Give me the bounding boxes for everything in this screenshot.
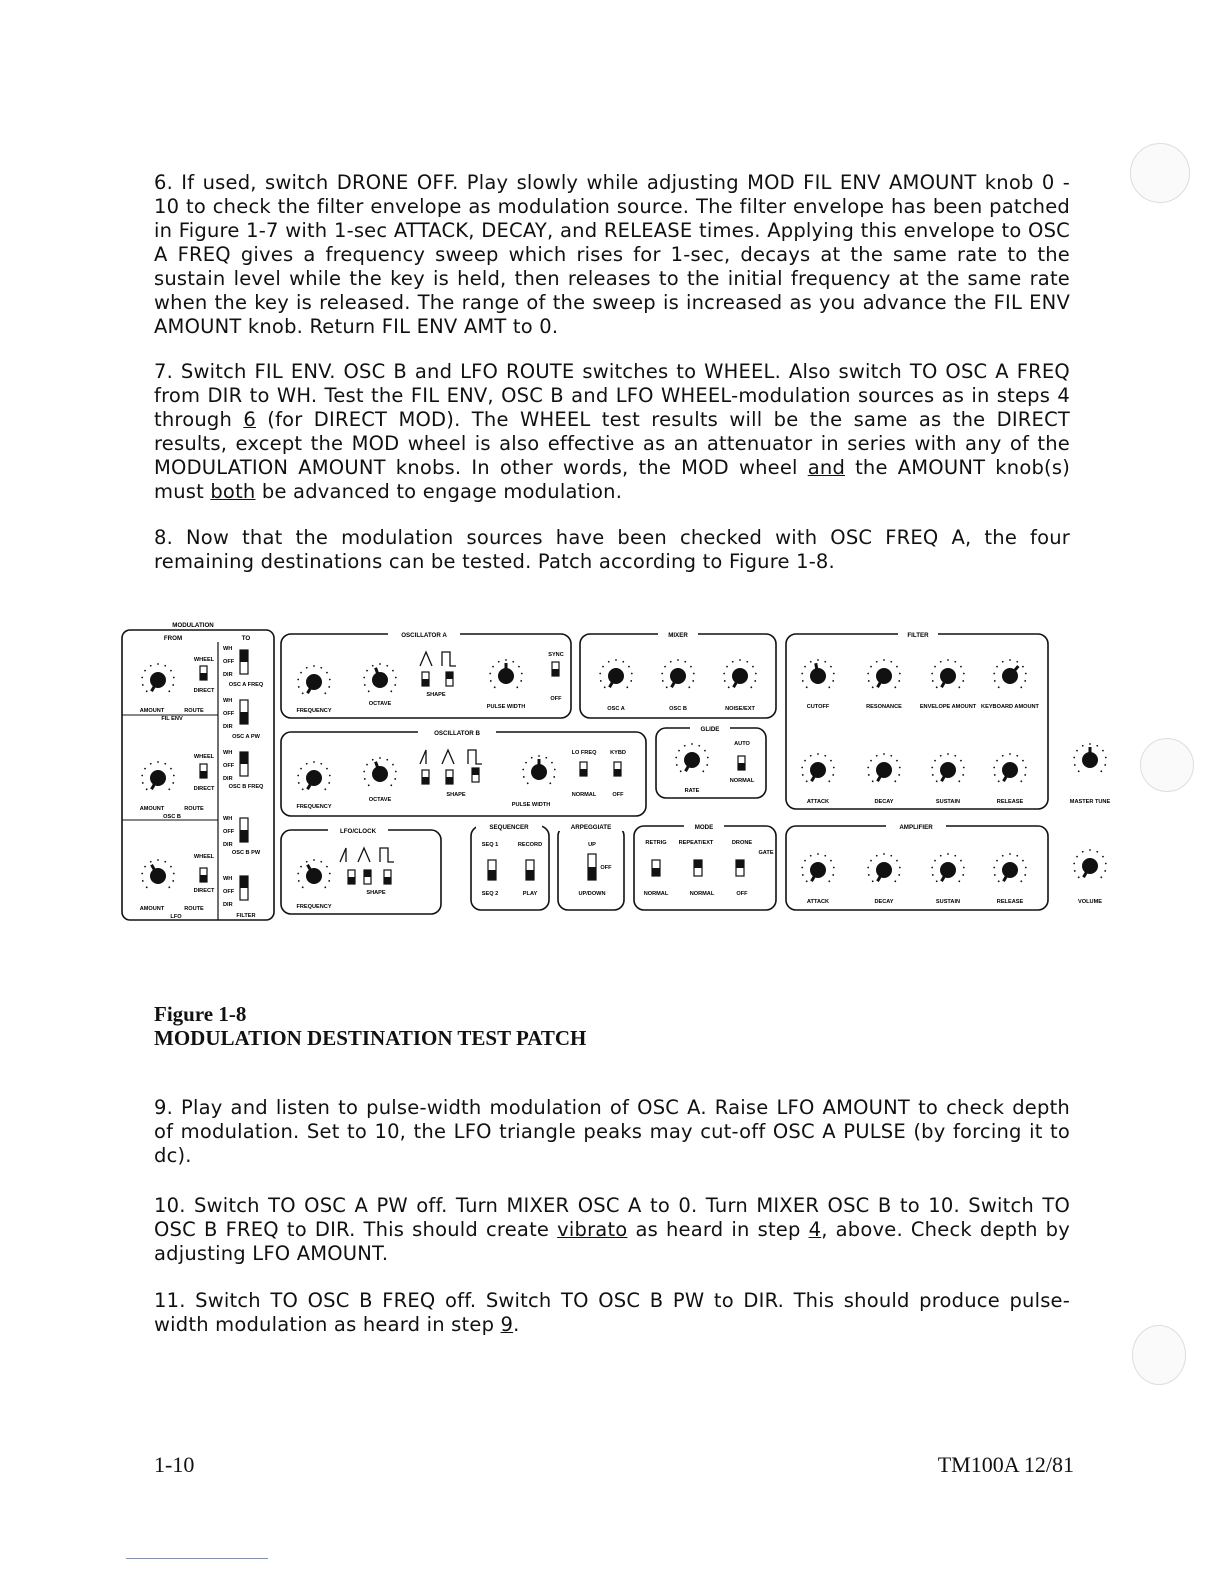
step-10-text-a: 10. Switch TO OSC A PW off. Turn MIXER OSC A to 0. Turn MIXER OSC B to 10. Switch TO OSC B FREQ to DIR. This should create [154, 1194, 1070, 1241]
to-osc-b-pw-wh-label: WH [223, 816, 233, 822]
to-osc-a-freq-dir-label: DIR [223, 672, 233, 678]
filter-header: FILTER [907, 632, 929, 639]
osc-b-direct-label: DIRECT [193, 786, 215, 792]
osc-b-source-label: OSC B [163, 814, 181, 820]
fil-env-amount-knob [141, 663, 174, 692]
osc-b-amount-knob [141, 761, 174, 790]
sequencer-header: SEQUENCER [489, 824, 529, 831]
osc-b-frequency-knob [297, 761, 330, 790]
mixer-osc-b-label: OSC B [669, 706, 687, 712]
sync-switch [552, 662, 559, 676]
fil-env-wheel-label: WHEEL [193, 657, 215, 663]
to-osc-b-freq-dir-label: DIR [223, 776, 233, 782]
arp-mode-switch [588, 854, 596, 880]
record-label: RECORD [517, 842, 543, 848]
triangle-wave-icon [442, 750, 454, 764]
lo-freq-label: LO FREQ [571, 750, 597, 756]
osc-b-route-switch [200, 764, 207, 778]
fil-env-route-label: ROUTE [184, 708, 204, 714]
lfo-shape-square-switch [384, 870, 391, 884]
modulation-header: MODULATION [172, 622, 214, 629]
to-osc-a-pw-off-label: OFF [223, 711, 235, 717]
amp-attack-label: ATTACK [806, 899, 830, 905]
filter-attack-label: ATTACK [806, 799, 830, 805]
amp-decay-knob [867, 853, 900, 882]
square-wave-icon [442, 652, 456, 666]
kybd-switch [614, 762, 621, 776]
osc-b-wheel-label: WHEEL [193, 754, 215, 760]
osc-a-shape-square-switch [446, 672, 453, 686]
to-osc-b-pw-off-label: OFF [223, 829, 235, 835]
osc-a-octave-knob [363, 663, 396, 692]
glide-header: GLIDE [700, 726, 720, 733]
filter-sustain-label: SUSTAIN [935, 799, 961, 805]
step-11-text-c: . [513, 1313, 520, 1336]
glide-rate-label: RATE [684, 788, 700, 794]
to-osc-a-pw-label: OSC A PW [232, 734, 260, 740]
lfo-wheel-label: WHEEL [193, 854, 215, 860]
figure-caption [154, 1002, 586, 1050]
step-7-underlined-both: both [210, 480, 256, 503]
to-osc-a-freq-label: OSC A FREQ [228, 682, 264, 688]
keyboard-amount-knob [993, 659, 1026, 688]
glide-auto-label: AUTO [734, 741, 750, 747]
step-7-text-c: (for DIRECT MOD). The WHEEL test results will be the same as the DIRECT results, except the MOD wheel is also effective as an attenuator in series with any of the MODULATION AMOUNT knobs. In other words, the MOD wheel [154, 408, 1071, 479]
step-11-underlined-9: 9 [500, 1313, 514, 1336]
mode-normal-2-label: NORMAL [689, 891, 715, 897]
amp-sustain-label: SUSTAIN [935, 899, 961, 905]
step-6-paragraph: 6. If used, switch DRONE OFF. Play slowly while adjusting MOD FIL ENV AMOUNT knob 0 - 10 to check the filter envelope as modulation source. The filter envelope has been patched in Figure 1-7 with 1-sec ATTACK, DECAY, and RELEASE times. Applying this envelope to OSC A FREQ gives a frequency sweep which rises for 1-sec, decays at the same rate to the sustain level while the key is held, then releases to the initial frequency at the same rate when the key is released. The range of the sweep is increased as you advance the FIL ENV AMOUNT knob. Return FIL ENV AMT to 0. [154, 171, 1070, 338]
volume-label: VOLUME [1078, 899, 1102, 905]
mode-off-label: OFF [736, 891, 748, 897]
to-osc-a-pw-dir-label: DIR [223, 724, 233, 730]
document-id: TM100A 12/81 [937, 1452, 1074, 1477]
step-7-text-g: be advanced to engage modulation. [255, 480, 623, 503]
to-osc-a-freq-off-label: OFF [223, 659, 235, 665]
modulation-box [122, 630, 274, 920]
step-8-paragraph: 8. Now that the modulation sources have been checked with OSC FREQ A, the four remaining destinations can be tested. Patch according to Figure 1-8. [154, 526, 1070, 573]
to-osc-a-pw-wh-label: WH [223, 698, 233, 704]
osc-a-pulse-width-label: PULSE WIDTH [486, 704, 526, 710]
osc-b-octave-knob [363, 757, 396, 786]
step-7-text-e: the AMOUNT knob(s) must [154, 456, 1071, 503]
osc-b-octave-label: OCTAVE [368, 797, 392, 803]
lfo-route-switch [200, 868, 207, 882]
oscillator-b-header: OSCILLATOR B [434, 730, 480, 737]
cutoff-knob [801, 659, 834, 688]
glide-rate-knob [675, 743, 708, 772]
step-9-paragraph: 9. Play and listen to pulse-width modulation of OSC A. Raise LFO AMOUNT to check depth of modulation. Set to 10, the LFO triangle peaks may cut-off OSC A PULSE (by forcing it to dc). [154, 1096, 1070, 1167]
osc-a-frequency-label: FREQUENCY [296, 708, 332, 714]
volume-knob [1073, 849, 1106, 878]
filter-release-label: RELEASE [996, 799, 1024, 805]
lo-freq-switch [580, 762, 587, 776]
step-11-text-a: 11. Switch TO OSC B FREQ off. Switch TO OSC B PW to DIR. This should produce pulse-width modulation as heard in step [154, 1289, 1070, 1336]
binder-hole-top [1130, 143, 1190, 203]
osc-a-sync-off-label: OFF [550, 696, 562, 702]
osc-a-octave-label: OCTAVE [368, 701, 392, 707]
amp-decay-label: DECAY [874, 899, 894, 905]
lfo-box [281, 830, 441, 914]
step-7-underlined-6: 6 [243, 408, 256, 431]
glide-auto-switch [738, 756, 745, 770]
binder-hole-middle [1140, 738, 1194, 792]
to-osc-b-pw-label: OSC B PW [231, 850, 261, 856]
step-7-underlined-and: and [807, 456, 846, 479]
lfo-clock-header: LFO/CLOCK [339, 828, 377, 835]
to-osc-b-freq-off-label: OFF [223, 763, 235, 769]
mixer-noise-ext-label: NOISE/EXT [725, 706, 755, 712]
retrig-switch [652, 860, 660, 876]
figure-title: MODULATION DESTINATION TEST PATCH [154, 1026, 587, 1050]
mixer-noise-knob [723, 659, 756, 688]
osc-b-pulse-width-label: PULSE WIDTH [511, 802, 551, 808]
seq-play-switch [488, 860, 496, 880]
filter-box [786, 634, 1048, 809]
arp-up-label: UP [588, 842, 596, 848]
master-tune-label: MASTER TUNE [1069, 799, 1111, 805]
to-filter-wh-label: WH [223, 876, 233, 882]
step-7-text-a: 7. Switch FIL ENV. OSC B and LFO ROUTE switches to WHEEL. Also switch TO OSC A FREQ from DIR to WH. Test the FIL ENV, OSC B and LFO WHEEL-modulation sources as in steps 4 through [154, 360, 1070, 431]
filter-decay-label: DECAY [874, 799, 894, 805]
seq1-label: SEQ 1 [481, 842, 499, 848]
osc-a-shape-label: SHAPE [426, 692, 446, 698]
filter-release-knob [993, 753, 1026, 782]
arp-off-label: OFF [600, 865, 612, 871]
kybd-label: KYBD [610, 750, 626, 756]
step-10-paragraph [154, 1194, 1070, 1266]
lfo-amount-knob [141, 859, 174, 888]
filter-sustain-knob [931, 753, 964, 782]
glide-box [656, 728, 766, 798]
lfo-shape-tri-switch [364, 870, 371, 884]
step-10-underlined-4: 4 [808, 1218, 822, 1241]
mixer-osc-a-knob [599, 659, 632, 688]
repeat-ext-label: REPEAT/EXT [678, 840, 714, 846]
from-header: FROM [163, 635, 183, 642]
to-osc-a-pw-switch [240, 700, 248, 724]
amp-sustain-knob [931, 853, 964, 882]
fil-env-amount-label: AMOUNT [139, 708, 165, 714]
to-osc-b-freq-wh-label: WH [223, 750, 233, 756]
to-osc-b-pw-dir-label: DIR [223, 842, 233, 848]
osc-b-amount-label: AMOUNT [139, 806, 165, 812]
seq2-label: SEQ 2 [481, 891, 499, 897]
drone-switch [736, 860, 744, 876]
normal-label: NORMAL [571, 792, 597, 798]
step-10-underlined-vibrato: vibrato [557, 1218, 628, 1241]
fil-env-route-switch [200, 666, 207, 680]
lfo-frequency-label: FREQUENCY [296, 904, 332, 910]
lfo-shape-saw-switch [348, 870, 355, 884]
repeat-switch [694, 860, 702, 876]
gate-label: GATE [758, 850, 774, 856]
lfo-frequency-knob [297, 859, 330, 888]
osc-a-sync-label: SYNC [548, 652, 564, 658]
cutoff-label: CUTOFF [806, 704, 830, 710]
binder-hole-bottom [1132, 1325, 1186, 1385]
triangle-wave-icon [358, 848, 370, 862]
arpeggiate-header: ARPEGGIATE [570, 824, 612, 831]
triangle-wave-icon [420, 652, 432, 666]
amp-release-knob [993, 853, 1026, 882]
kybd-off-label: OFF [612, 792, 624, 798]
lfo-source-label: LFO [170, 914, 182, 920]
scan-edge-line [126, 1558, 268, 1559]
figure-number: Figure 1-8 [154, 1002, 247, 1026]
amplifier-header: AMPLIFIER [899, 824, 933, 831]
retrig-label: RETRIG [645, 840, 667, 846]
osc-a-shape-tri-switch [422, 672, 429, 686]
fil-env-direct-label: DIRECT [193, 688, 215, 694]
lfo-direct-label: DIRECT [193, 888, 215, 894]
osc-a-frequency-knob [297, 665, 330, 694]
filter-decay-knob [867, 753, 900, 782]
resonance-label: RESONANCE [866, 704, 902, 710]
sequencer-box [471, 826, 549, 910]
saw-wave-icon [340, 848, 346, 862]
to-filter-dir-label: DIR [223, 902, 233, 908]
to-osc-b-freq-switch [240, 752, 248, 776]
to-filter-switch [240, 876, 248, 900]
square-wave-icon [468, 750, 482, 764]
drone-label: DRONE [731, 840, 753, 846]
fil-env-label: FIL ENV [161, 716, 183, 722]
square-wave-icon [380, 848, 394, 862]
oscillator-a-header: OSCILLATOR A [401, 632, 447, 639]
arp-up-down-label: UP/DOWN [578, 891, 606, 897]
osc-b-shape-saw-switch [422, 770, 429, 784]
seq-record-switch [526, 860, 534, 880]
to-filter-off-label: OFF [223, 889, 235, 895]
to-osc-b-pw-switch [240, 818, 248, 842]
step-11-paragraph [154, 1289, 1070, 1337]
page-number: 1-10 [154, 1452, 195, 1477]
glide-normal-label: NORMAL [729, 778, 755, 784]
mixer-osc-b-knob [661, 659, 694, 688]
lfo-shape-label: SHAPE [366, 890, 386, 896]
resonance-knob [867, 659, 900, 688]
step-10-text-e: , above. Check depth by adjusting LFO AMOUNT. [154, 1218, 1070, 1265]
lfo-amount-label: AMOUNT [139, 906, 165, 912]
osc-b-frequency-label: FREQUENCY [296, 804, 332, 810]
osc-a-pulse-width-knob [489, 659, 522, 688]
play-label: PLAY [522, 891, 538, 897]
amp-attack-knob [801, 853, 834, 882]
amp-release-label: RELEASE [996, 899, 1024, 905]
osc-b-pulse-width-knob [522, 755, 555, 784]
filter-attack-knob [801, 753, 834, 782]
to-osc-b-freq-label: OSC B FREQ [228, 784, 264, 790]
mixer-header: MIXER [668, 632, 688, 639]
mixer-osc-a-label: OSC A [607, 706, 625, 712]
envelope-amount-knob [931, 659, 964, 688]
to-osc-a-freq-switch [240, 650, 248, 674]
osc-b-shape-tri-switch [446, 770, 453, 784]
to-header: TO [241, 635, 251, 642]
step-10-text-c: as heard in step [627, 1218, 809, 1241]
envelope-amount-label: ENVELOPE AMOUNT [919, 704, 977, 710]
synth-panel-diagram [118, 620, 1118, 925]
to-filter-label: FILTER [236, 913, 256, 919]
saw-wave-icon [420, 750, 426, 764]
osc-b-shape-square-switch [472, 768, 479, 782]
master-tune-knob [1073, 743, 1106, 772]
osc-b-shape-label: SHAPE [446, 792, 466, 798]
lfo-route-label: ROUTE [184, 906, 204, 912]
mode-normal-1-label: NORMAL [643, 891, 669, 897]
oscillator-b-box [281, 732, 646, 816]
step-7-paragraph [154, 360, 1070, 504]
mode-header: MODE [694, 824, 714, 831]
osc-b-route-label: ROUTE [184, 806, 204, 812]
to-osc-a-freq-wh-label: WH [223, 646, 233, 652]
keyboard-amount-label: KEYBOARD AMOUNT [981, 704, 1039, 710]
